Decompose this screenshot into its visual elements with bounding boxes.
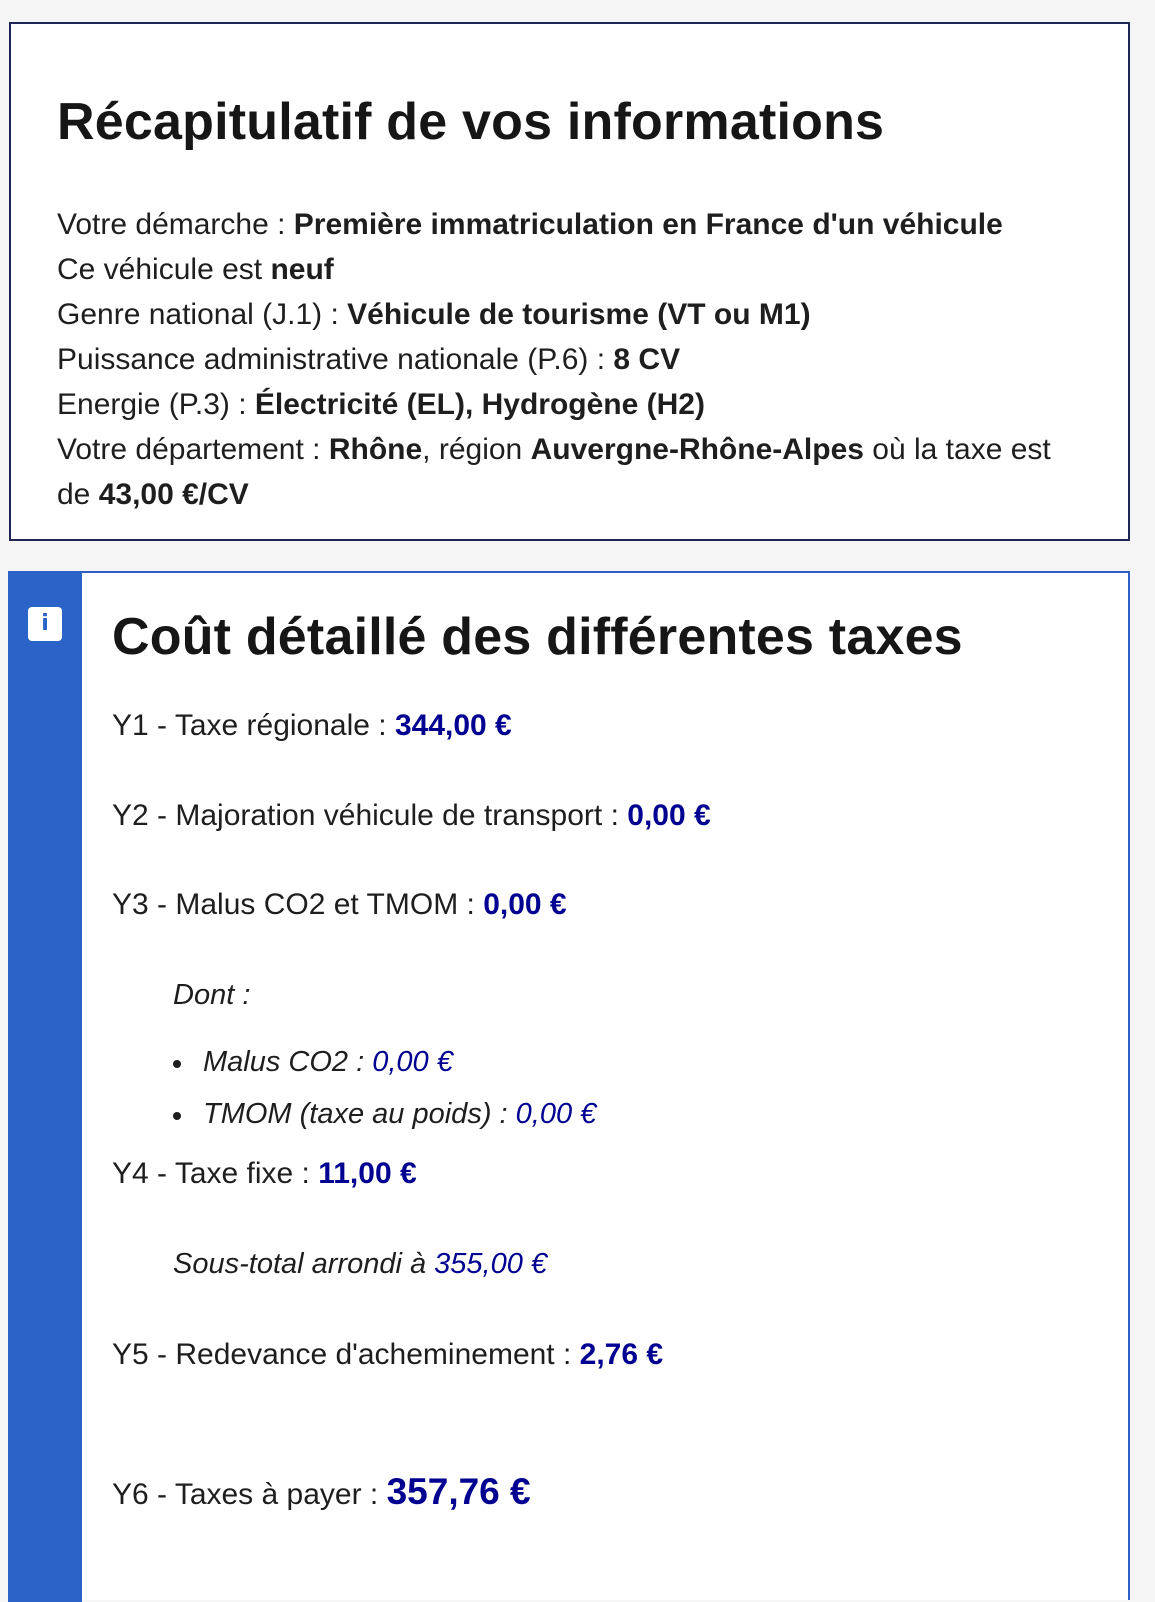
y6-label: Y6 - Taxes à payer :	[112, 1478, 387, 1511]
tmom-amount: 0,00 €	[515, 1098, 597, 1130]
tmom-label: TMOM (taxe au poids) :	[203, 1098, 516, 1130]
y3-breakdown-list	[173, 1036, 596, 1140]
dont-label: Dont :	[173, 979, 251, 1011]
region-value: Auvergne-Rhône-Alpes	[530, 433, 864, 466]
energie-value: Électricité (EL), Hydrogène (H2)	[254, 388, 705, 421]
tax-line-y4	[112, 1157, 417, 1191]
y4-label: Y4 - Taxe fixe :	[112, 1157, 319, 1190]
y5-amount: 2,76 €	[579, 1338, 664, 1371]
list-item-tmom	[173, 1088, 596, 1140]
y4-amount: 11,00 €	[318, 1157, 417, 1190]
info-icon: i	[28, 607, 62, 641]
y1-amount: 344,00 €	[394, 709, 512, 742]
genre-label: Genre national (J.1) :	[57, 298, 348, 331]
energie-label: Energie (P.3) :	[57, 388, 255, 421]
puissance-label: Puissance administrative nationale (P.6) :	[57, 343, 614, 376]
taxe-value: 43,00 €/CV	[98, 478, 249, 511]
etat-label: Ce véhicule est	[57, 253, 271, 286]
tax-line-y5	[112, 1338, 663, 1372]
info-callout-bar	[8, 571, 82, 1602]
costs-title: Coût détaillé des différentes taxes	[112, 608, 963, 666]
recap-panel	[9, 22, 1130, 541]
recap-puissance	[57, 337, 1087, 382]
departement-label: Votre département :	[57, 433, 329, 466]
y3-label: Y3 - Malus CO2 et TMOM :	[112, 888, 484, 921]
y3-amount: 0,00 €	[483, 888, 567, 921]
puissance-value: 8 CV	[613, 343, 681, 376]
costs-panel	[8, 571, 1130, 1600]
recap-title: Récapitulatif de vos informations	[57, 93, 885, 151]
tax-line-y6	[112, 1471, 531, 1513]
tax-line-y3	[112, 888, 567, 922]
subtotal-line	[173, 1248, 547, 1281]
list-item-malus	[173, 1036, 596, 1088]
tax-line-y2	[112, 799, 711, 833]
recap-genre	[57, 292, 1087, 337]
subtotal-label: Sous-total arrondi à	[173, 1248, 435, 1280]
malus-label: Malus CO2 :	[203, 1046, 373, 1078]
recap-demarche	[57, 202, 1087, 247]
genre-value: Véhicule de tourisme (VT ou M1)	[347, 298, 811, 331]
recap-energie	[57, 382, 1087, 427]
subtotal-amount: 355,00 €	[434, 1248, 548, 1280]
demarche-label: Votre démarche :	[57, 208, 294, 241]
y2-amount: 0,00 €	[627, 799, 711, 832]
tax-line-y1	[112, 709, 512, 743]
y1-label: Y1 - Taxe régionale :	[112, 709, 395, 742]
recap-etat	[57, 247, 1087, 292]
region-label: , région	[422, 433, 531, 466]
malus-amount: 0,00 €	[372, 1046, 453, 1078]
y2-label: Y2 - Majoration véhicule de transport :	[112, 799, 628, 832]
etat-value: neuf	[270, 253, 334, 286]
departement-value: Rhône	[328, 433, 423, 466]
demarche-value: Première immatriculation en France d'un véhicule	[293, 208, 1003, 241]
recap-details	[57, 202, 1087, 517]
recap-departement	[57, 427, 1087, 517]
y5-label: Y5 - Redevance d'acheminement :	[112, 1338, 580, 1371]
y6-total-amount: 357,76 €	[386, 1471, 531, 1512]
taxe-label: où la taxe est de	[57, 433, 1051, 511]
